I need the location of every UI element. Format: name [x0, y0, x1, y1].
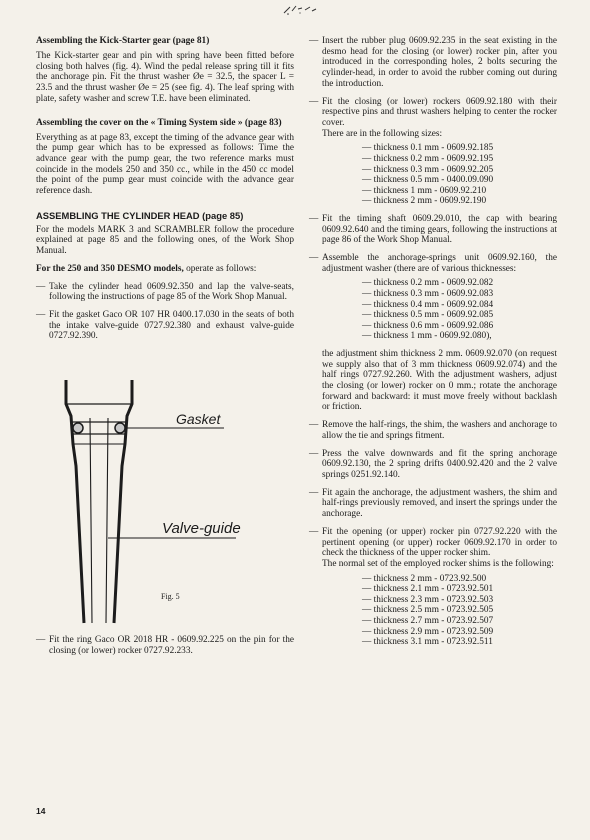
list-item: [309, 420, 557, 441]
bullet-text: Remove the half-rings, the shim, the washers and anchorage to allow the tie and springs fitment.: [322, 420, 557, 441]
list-item: [309, 36, 557, 90]
bullet-text: Assemble the anchorage-springs unit 0609.92.160, the adjustment washer (there are of various thicknesses:: [322, 253, 557, 274]
bullet-text: Fit the opening (or upper) rocker pin 0727.92.220 with the pertinent opening (or upper) rocker 0609.92.170 in order to check the thickness of the upper rocker shim.: [322, 526, 557, 559]
bullet-dash: —: [36, 281, 46, 292]
cover-body: Everything as at page 83, except the timing of the advance gear with the pump gear which has to be expressed as follows: Time the advance gear with the pump gear, the two reference marks must coincide in the models 250 and 350 cc., while in the 450 cc model the point of the pump gear must coincide with the advance gear reference dash.: [36, 132, 294, 197]
valve-guide-drawing: [36, 378, 294, 628]
page-number: 14: [36, 806, 46, 816]
list-row: — thickness 2 mm - 0609.92.190: [362, 196, 487, 207]
bullet-text: Insert the rubber plug 0609.92.235 in the seat existing in the desmo head for the closing (or lower) rocker pin, after you introduced in the corresponding holes, 2 bolts securing the cylinder-head, in order to avoid the rubber coming out during the introduction.: [322, 36, 557, 89]
list-row: — thickness 2.7 mm - 0723.92.507: [362, 616, 494, 626]
bullet-dash: —: [309, 253, 319, 263]
bullet-dash: —: [309, 213, 319, 224]
list-row: — thickness 2.9 mm - 0723.92.509: [362, 626, 494, 637]
list-row: — thickness 0.6 mm - 0609.92.086: [362, 320, 494, 331]
list-item: [36, 282, 294, 303]
list-item: [36, 635, 294, 656]
bullet-text: Fit the closing (or lower) rockers 0609.92.180 with their respective pins and thrust washers helping to center the rocker cover.: [322, 96, 557, 128]
bullet-text: Press the valve downwards and fit the spring anchorage 0609.92.130, the 2 spring drifts 0400.92.420 and the 2 valve springs 0251.92.140.: [322, 448, 557, 480]
list-item: [309, 253, 557, 413]
rocker-shim-list: [362, 574, 557, 648]
gasket-label: Gasket: [176, 411, 221, 428]
list-row: — thickness 2.1 mm - 0723.92.501: [362, 584, 494, 595]
desmo-intro-rest: operate as follows:: [183, 263, 257, 274]
list-row: — thickness 3.1 mm - 0723.92.511: [362, 637, 493, 648]
desmo-intro: [36, 264, 294, 275]
print-smudge: [280, 3, 320, 17]
bullet-subtext: the adjustment shim thickness 2 mm. 0609.92.070 (on request we supply also that of 3 mm thickness 0609.92.074) and the half rings 0727.92.260. With the adjustment washers, adjust the closing (or lower) rocker on 0 mm.; rotate the anchorage forward and backward: it must move freely without backlash or friction.: [322, 348, 557, 413]
figure-valve-guide: [36, 378, 294, 628]
right-column: [309, 36, 557, 648]
list-row: — thickness 0.1 mm - 0609.92.185: [362, 143, 494, 154]
list-row: — thickness 0.2 mm - 0609.92.195: [362, 153, 494, 164]
bullet-dash: —: [309, 96, 319, 107]
list-item: [309, 97, 557, 207]
list-item: [309, 449, 557, 481]
left-column: [36, 36, 294, 656]
desmo-intro-bold: For the 250 and 350 DESMO models,: [36, 263, 184, 274]
bullet-dash: —: [309, 526, 319, 537]
list-row: — thickness 2 mm - 0723.92.500: [362, 573, 487, 584]
bullet-dash: —: [309, 448, 319, 459]
cover-section: [36, 118, 294, 197]
bullet-text: Take the cylinder head 0609.92.350 and lap the valve-seats, following the instructions of page 85 of the Work Shop Manual.: [49, 281, 294, 303]
list-row: — thickness 0.2 mm - 0609.92.082: [362, 278, 494, 289]
bullet-dash: —: [36, 309, 46, 320]
kick-starter-heading: Assembling the Kick-Starter gear (page 81): [36, 36, 210, 46]
valve-guide-label: Valve-guide: [162, 520, 241, 538]
cover-heading: Assembling the cover on the « Timing System side » (page 83): [36, 117, 282, 128]
figure-caption: Fig. 5: [161, 592, 180, 602]
bullet-subtext: The normal set of the employed rocker shims is the following:: [322, 558, 554, 569]
bullet-dash: —: [309, 487, 319, 498]
kick-starter-body: The Kick-starter gear and pin with spring have been fitted before closing both halves (fig. 4). Wind the pedal release spring till it fits the anchorage pin. Fit the thrust washer Øe = 32.5, the spacer L = 23.5 and the thrust washer Øe = 25 (see fig. 4). The leaf spring with plate, safety washer and screw T.E. have been eliminated.: [36, 51, 294, 104]
bullet-dash: —: [309, 36, 319, 46]
list-row: — thickness 2.3 mm - 0723.92.503: [362, 594, 494, 605]
cylinder-head-heading: ASSEMBLING THE CYLINDER HEAD (page 85): [36, 209, 244, 221]
adjustment-washer-list: [362, 278, 557, 342]
list-row: — thickness 0.5 mm - 0609.92.085: [362, 310, 494, 321]
bullet-text: Fit the ring Gaco OR 2018 HR - 0609.92.225 on the pin for the closing (or lower) rocker 0727.92.233.: [49, 635, 294, 656]
list-row: — thickness 1 mm - 0609.92.210: [362, 185, 487, 196]
list-item: [309, 214, 557, 246]
bullet-text: Fit the gasket Gaco OR 107 HR 0400.17.030 in the seats of both the intake valve-guide 0727.92.380 and exhaust valve-guide 0727.92.390.: [49, 309, 294, 342]
bullet-dash: —: [309, 420, 319, 431]
list-row: — thickness 0.5 mm - 0400.09.090: [362, 175, 494, 186]
cylinder-head-section: [36, 210, 294, 342]
cylinder-head-body: For the models MARK 3 and SCRAMBLER follow the procedure explained at page 85 and the following ones, of the Work Shop Manual.: [36, 224, 294, 257]
bullet-dash: —: [36, 635, 46, 646]
list-item: [309, 527, 557, 648]
list-item: [36, 310, 294, 342]
bullet-subtext: There are in the following sizes:: [322, 128, 443, 139]
list-row: — thickness 2.5 mm - 0723.92.505: [362, 605, 494, 616]
bullet-text: Fit again the anchorage, the adjustment washers, the shim and half-rings previously removed, and insert the springs under the anchorage.: [322, 487, 557, 520]
list-row: — thickness 0.3 mm - 0609.92.083: [362, 289, 494, 299]
bullet-text: Fit the timing shaft 0609.29.010, the cap with bearing 0609.92.640 and the timing gears, following the instructions at page 86 of the Work Shop Manual.: [322, 213, 557, 246]
list-row: — thickness 0.4 mm - 0609.92.084: [362, 299, 494, 310]
washer-thickness-list: [362, 143, 557, 207]
kick-starter-section: [36, 36, 294, 105]
list-row: — thickness 0.3 mm - 0609.92.205: [362, 164, 494, 175]
list-row: — thickness 1 mm - 0609.92.080),: [362, 331, 492, 342]
list-item: [309, 488, 557, 520]
